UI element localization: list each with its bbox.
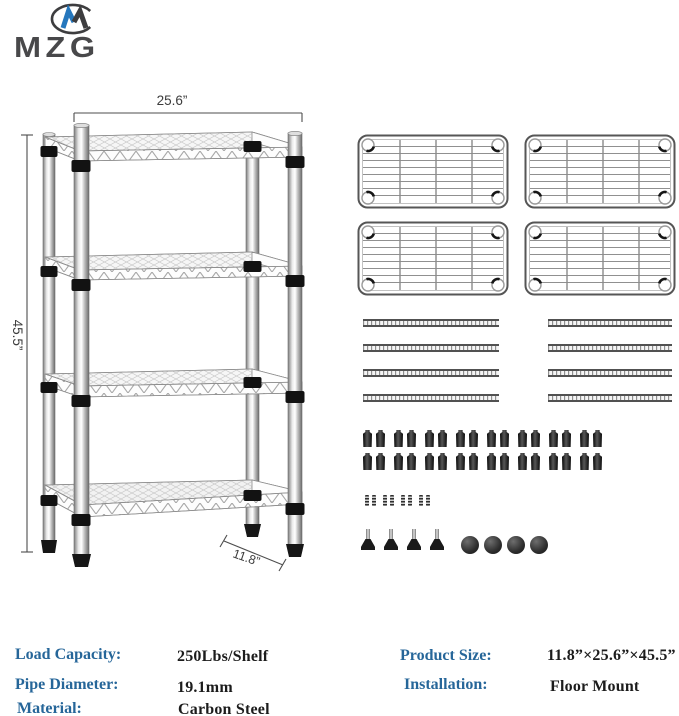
sleeve-clip-part (407, 430, 416, 447)
sleeve-clip-pair (394, 430, 416, 447)
rear-left-foot (41, 540, 57, 553)
leveling-foot-part (430, 529, 444, 555)
sleeve-clip-pair (456, 430, 478, 447)
parts-sleeve-clips (363, 430, 602, 476)
sleeve-clip-part (456, 430, 465, 447)
pole-section-part (548, 319, 672, 327)
wire-shelf-part (356, 220, 510, 297)
parts-feet (361, 529, 548, 555)
pole-section-part (363, 394, 499, 402)
sleeve-clip-part (518, 453, 527, 470)
screw-part (390, 495, 394, 506)
spec-value-installation: Floor Mount (550, 678, 640, 695)
pole-section-part (548, 369, 672, 377)
pole-section-part (548, 394, 672, 402)
sleeve-clip-row (363, 453, 602, 470)
sleeve-clip-part (469, 430, 478, 447)
screw-part (408, 495, 412, 506)
sleeve-clip-part (580, 430, 589, 447)
screw-set-part (383, 495, 395, 506)
screw-part (383, 495, 387, 506)
width-dimension-line (74, 113, 302, 122)
leveling-foot-cone (407, 539, 421, 550)
sleeve-clip-pair (549, 453, 571, 470)
sleeve-clip-part (593, 453, 602, 470)
wire-shelf-part (523, 220, 677, 297)
spec-label-product-size: Product Size: (400, 647, 492, 664)
sleeve-clip-pair (487, 430, 509, 447)
pole-section-part (363, 319, 499, 327)
leveling-foot-cone (361, 539, 375, 550)
sleeve-clip-pair (425, 453, 447, 470)
screw-set-part (419, 495, 431, 506)
sleeve-clip-part (531, 430, 540, 447)
sleeve-clip-pair (549, 430, 571, 447)
spec-label-pipe-diameter: Pipe Diameter: (15, 676, 119, 693)
sleeve-clip-part (487, 430, 496, 447)
screw-part (426, 495, 430, 506)
sleeve-clip-pair (487, 453, 509, 470)
screw-part (401, 495, 405, 506)
parts-foot-caps (461, 536, 548, 555)
sleeve-clip-part (407, 453, 416, 470)
depth-dimension-label: 11.8” (231, 546, 262, 569)
sleeve-clip-part (593, 430, 602, 447)
screw-set-part (401, 495, 413, 506)
parts-pole-sections (363, 319, 672, 402)
spec-label-load-capacity: Load Capacity: (15, 646, 122, 663)
front-right-foot (286, 544, 304, 557)
brand-name: MZG (14, 32, 100, 64)
sleeve-clip-part (363, 430, 372, 447)
leveling-foot-cone (430, 539, 444, 550)
sleeve-clip-part (438, 453, 447, 470)
sleeve-clip-part (500, 430, 509, 447)
spec-value-material: Carbon Steel (178, 701, 270, 716)
parts-leveling-feet (361, 529, 444, 555)
sleeve-clip-part (438, 430, 447, 447)
leveling-foot-stem (435, 529, 439, 540)
sleeve-clip-pair (363, 430, 385, 447)
sleeve-clip-part (500, 453, 509, 470)
sleeve-clip-part (518, 430, 527, 447)
leveling-foot-stem (366, 529, 370, 540)
spec-label-installation: Installation: (404, 676, 488, 693)
leveling-foot-part (361, 529, 375, 555)
sleeve-clip-part (469, 453, 478, 470)
screw-part (419, 495, 423, 506)
sleeve-clip-part (562, 430, 571, 447)
leveling-foot-part (407, 529, 421, 555)
foot-cap-part (507, 536, 525, 554)
mzg-logo (12, 2, 122, 68)
foot-cap-part (461, 536, 479, 554)
sleeve-clip-part (487, 453, 496, 470)
front-left-foot (72, 554, 91, 567)
sleeve-clip-part (394, 453, 403, 470)
foot-cap-part (484, 536, 502, 554)
shelving-unit-diagram (0, 85, 340, 605)
parts-wire-shelves (356, 133, 677, 297)
sleeve-clip-pair (363, 453, 385, 470)
width-dimension-label: 25.6” (156, 93, 188, 108)
sleeve-clip-part (376, 430, 385, 447)
sleeve-clip-pair (394, 453, 416, 470)
spec-value-product-size: 11.8”×25.6”×45.5” (547, 647, 676, 664)
spec-label-material: Material: (17, 700, 82, 716)
wire-shelf-part (356, 133, 510, 210)
sleeve-clip-row (363, 430, 602, 447)
sleeve-clip-pair (518, 453, 540, 470)
height-dimension-label: 45.5” (10, 319, 25, 351)
wire-shelf-part (523, 133, 677, 210)
pole-collars (72, 156, 305, 526)
sleeve-clip-part (425, 430, 434, 447)
sleeve-clip-part (425, 453, 434, 470)
sleeve-clip-part (580, 453, 589, 470)
leveling-foot-part (384, 529, 398, 555)
sleeve-clip-pair (580, 430, 602, 447)
sleeve-clip-part (549, 430, 558, 447)
sleeve-clip-part (549, 453, 558, 470)
sleeve-clip-part (531, 453, 540, 470)
pole-section-part (363, 344, 499, 352)
leveling-foot-stem (412, 529, 416, 540)
screw-set-part (365, 495, 377, 506)
foot-cap-part (530, 536, 548, 554)
screw-part (365, 495, 369, 506)
sleeve-clip-part (376, 453, 385, 470)
screw-part (372, 495, 376, 506)
sleeve-clip-pair (425, 430, 447, 447)
sleeve-clip-part (363, 453, 372, 470)
leveling-foot-stem (389, 529, 393, 540)
sleeve-clip-pair (456, 453, 478, 470)
spec-value-load-capacity: 250Lbs/Shelf (177, 648, 269, 665)
mzg-emblem-icon (26, 2, 116, 36)
sleeve-clip-pair (518, 430, 540, 447)
sleeve-clip-part (562, 453, 571, 470)
pole-section-part (363, 369, 499, 377)
pole-section-part (548, 344, 672, 352)
leveling-foot-cone (384, 539, 398, 550)
spec-value-pipe-diameter: 19.1mm (177, 679, 233, 696)
parts-screw-sets (365, 495, 431, 506)
sleeve-clip-pair (580, 453, 602, 470)
sleeve-clip-part (394, 430, 403, 447)
rear-right-foot (244, 524, 261, 537)
sleeve-clip-part (456, 453, 465, 470)
